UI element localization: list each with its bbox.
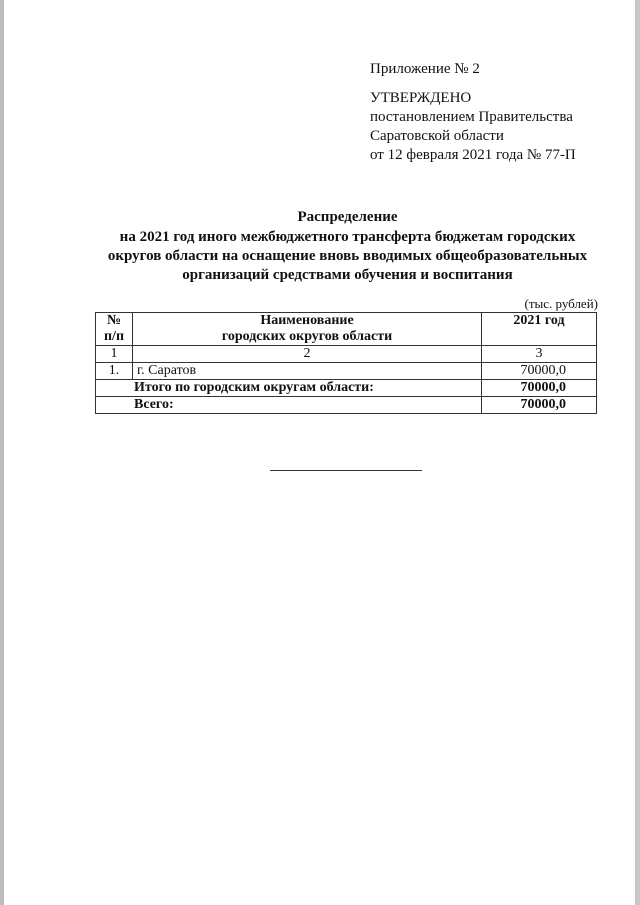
header-col-name-line2: городских округов области: [221, 329, 393, 344]
header-col-number-line1: №: [106, 313, 122, 328]
heading-line-2: округов области на оснащение вновь вводимых общеобразовательных: [107, 248, 588, 264]
subtotal-row: [96, 380, 597, 397]
column-number-1: 1: [96, 346, 133, 363]
subtotal-value: 70000,0: [482, 380, 597, 397]
header-col-name: [133, 313, 482, 346]
header-col-name-line1: Наименование: [260, 313, 354, 328]
approval-line-2: Саратовской области: [370, 128, 504, 144]
units-note: (тыс. рублей): [524, 296, 598, 311]
header-col-year: 2021 год: [482, 313, 597, 346]
scan-edge-left: [0, 0, 4, 905]
approved-label: УТВЕРЖДЕНО: [370, 90, 472, 106]
end-of-document-line: [270, 470, 422, 471]
row-value: 70000,0: [482, 363, 597, 380]
approval-block: [370, 60, 620, 165]
column-number-3: 3: [482, 346, 597, 363]
header-col-number: [96, 313, 133, 346]
table-header-row: [96, 313, 597, 346]
total-value: 70000,0: [482, 397, 597, 414]
column-number-2: 2: [133, 346, 482, 363]
approval-line-3: от 12 февраля 2021 года № 77-П: [370, 147, 576, 163]
scan-edge-right: [635, 0, 640, 905]
total-row: [96, 397, 597, 414]
row-district-name: г. Саратов: [133, 363, 482, 380]
header-col-number-line2: п/п: [103, 329, 125, 344]
row-number: 1.: [96, 363, 133, 380]
annex-number: Приложение № 2: [370, 61, 480, 77]
table-row: [96, 363, 597, 380]
heading-line-1: на 2021 год иного межбюджетного трансферта бюджетам городских: [119, 229, 576, 245]
column-numbering-row: [96, 346, 597, 363]
total-label: Всего:: [96, 397, 482, 414]
approval-line-1: постановлением Правительства: [370, 109, 573, 125]
heading-line-3: организаций средствами обучения и воспитания: [182, 267, 513, 283]
distribution-table: [95, 312, 597, 414]
subtotal-label: Итого по городским округам области:: [96, 380, 482, 397]
document-heading: [95, 208, 600, 285]
heading-title: Распределение: [297, 209, 398, 225]
